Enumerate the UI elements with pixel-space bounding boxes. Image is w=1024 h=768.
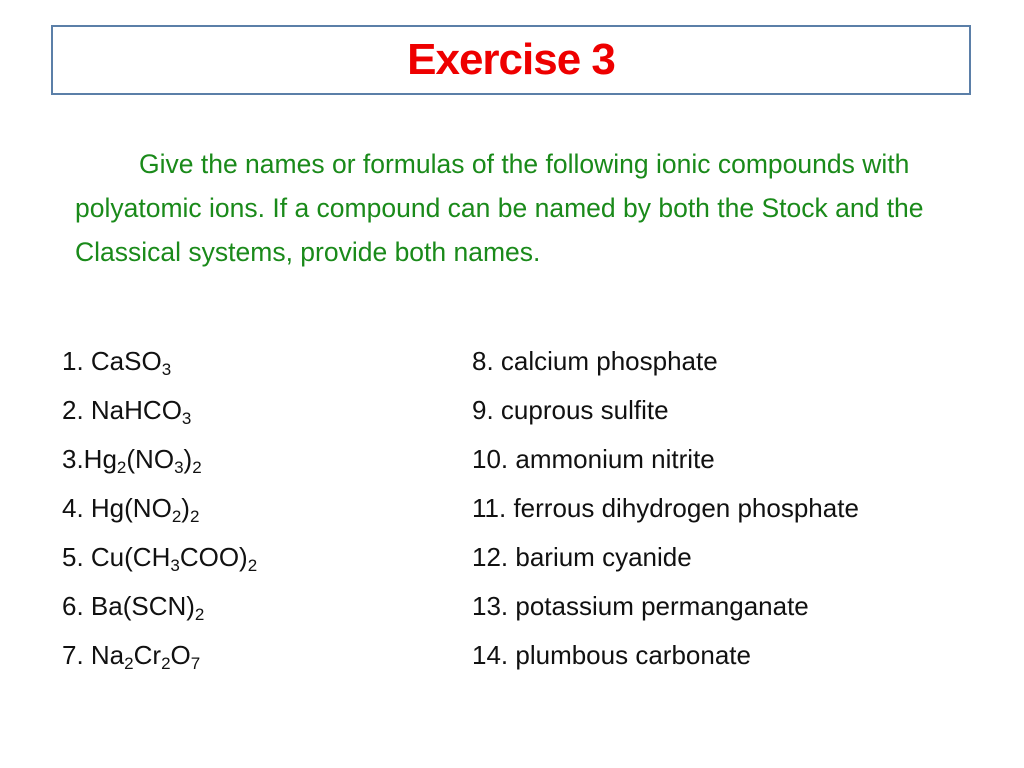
list-item: 12. barium cyanide <box>472 542 692 572</box>
list-item: 5. $Cu(CH_3COO)_2$ <box>62 542 258 575</box>
slide-title: Exercise 3 <box>407 35 615 84</box>
instructions-text: Give the names or formulas of the following ionic compounds with polyatomic ions. If a compound can be named by both the Stock and the Classical systems, provide both names. <box>75 149 924 267</box>
list-item: 4. $Hg(NO_2)_2$ <box>62 493 200 526</box>
list-item: 9. cuprous sulfite <box>472 395 669 425</box>
list-item: 11. ferrous dihydrogen phosphate <box>472 493 859 523</box>
list-item: 13. potassium permanganate <box>472 591 809 621</box>
list-item: 14. plumbous carbonate <box>472 640 751 670</box>
list-item: 8. calcium phosphate <box>472 346 718 376</box>
name-list <box>472 337 859 680</box>
list-item: 10. ammonium nitrite <box>472 444 715 474</box>
list-item: 6. $Ba(SCN)_2$ <box>62 591 205 624</box>
list-item: 1. CaSO$_3$ <box>62 346 172 379</box>
title-box <box>51 25 971 95</box>
list-item: $3.Hg_2(NO_3)_2$ <box>62 444 202 477</box>
formula-list <box>62 337 257 680</box>
list-item: 7. $Na_2Cr_2O_7$ <box>62 640 201 673</box>
list-item: 2. NaHCO$_3$ <box>62 395 192 428</box>
